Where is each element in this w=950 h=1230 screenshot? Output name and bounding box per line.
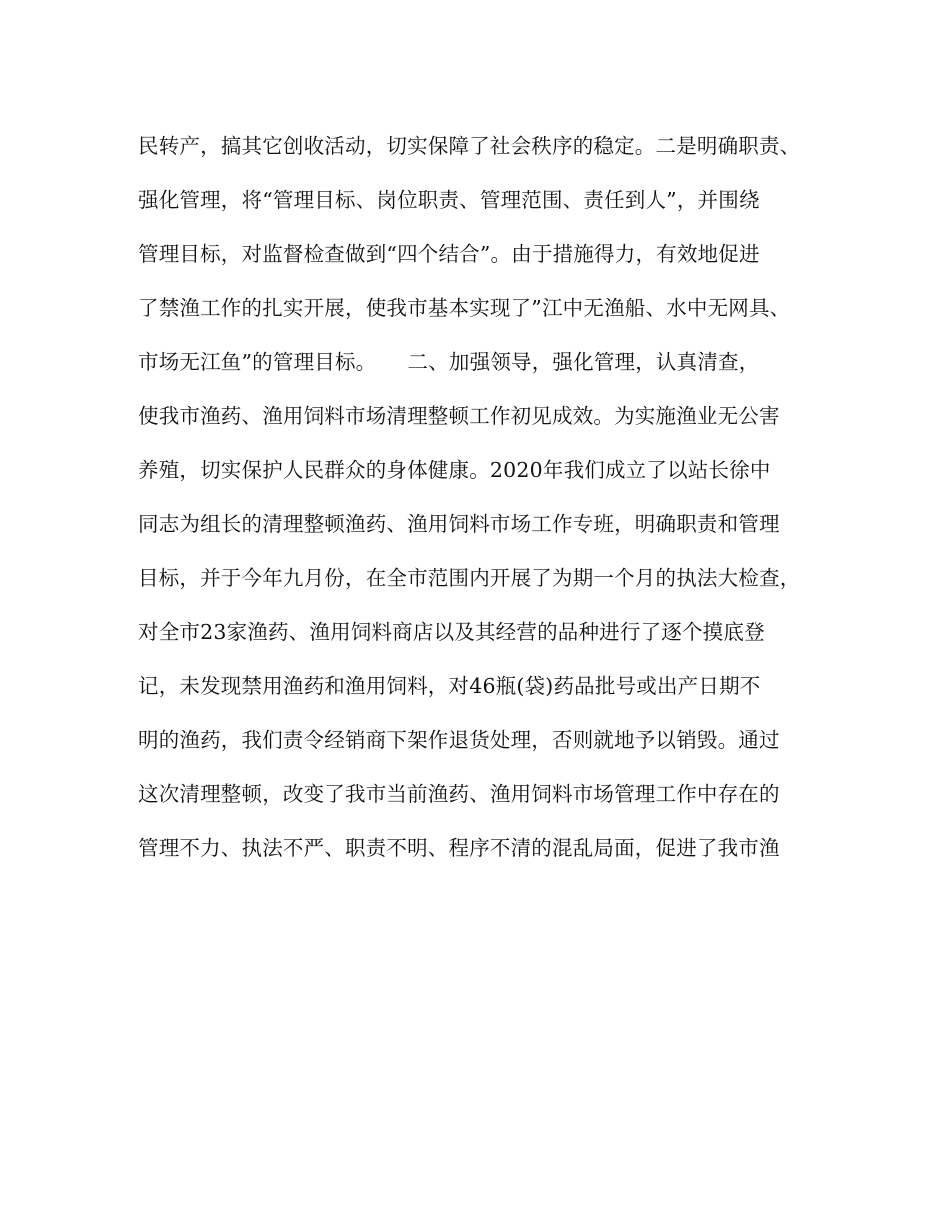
text-line: 市场无江鱼”的管理目标。 二、加强领导，强化管理，认真清查， [138, 350, 760, 374]
text-line: 了禁渔工作的扎实开展，使我市基本实现了”江中无渔船、水中无网具、 [138, 296, 791, 320]
text-line: 民转产，搞其它创收活动，切实保障了社会秩序的稳定。二是明确职责、 [138, 134, 801, 158]
text-line: 对全市23家渔药、渔用饲料商店以及其经营的品种进行了逐个摸底登 [138, 620, 765, 644]
text-line: 这次清理整顿，改变了我市当前渔药、渔用饲料市场管理工作中存在的 [138, 782, 780, 806]
body-text [138, 128, 838, 884]
text-line: 强化管理，将“管理目标、岗位职责、管理范围、责任到人”，并围绕 [138, 188, 760, 212]
text-line: 使我市渔药、渔用饲料市场清理整顿工作初见成效。为实施渔业无公害 [138, 404, 780, 428]
text-line: 目标，并于今年九月份，在全市范围内开展了为期一个月的执法大检查， [138, 566, 801, 590]
text-line: 管理不力、执法不严、职责不明、程序不清的混乱局面，促进了我市渔 [138, 836, 780, 860]
text-line: 管理目标，对监督检查做到“四个结合”。由于措施得力，有效地促进 [138, 242, 760, 266]
text-line: 养殖，切实保护人民群众的身体健康。2020年我们成立了以站长徐中 [138, 458, 771, 482]
text-line: 同志为组长的清理整顿渔药、渔用饲料市场工作专班，明确职责和管理 [138, 512, 780, 536]
text-line: 记，未发现禁用渔药和渔用饲料，对46瓶(袋)药品批号或出产日期不 [138, 674, 761, 698]
text-line: 明的渔药，我们责令经销商下架作退货处理，否则就地予以销毁。通过 [138, 728, 780, 752]
